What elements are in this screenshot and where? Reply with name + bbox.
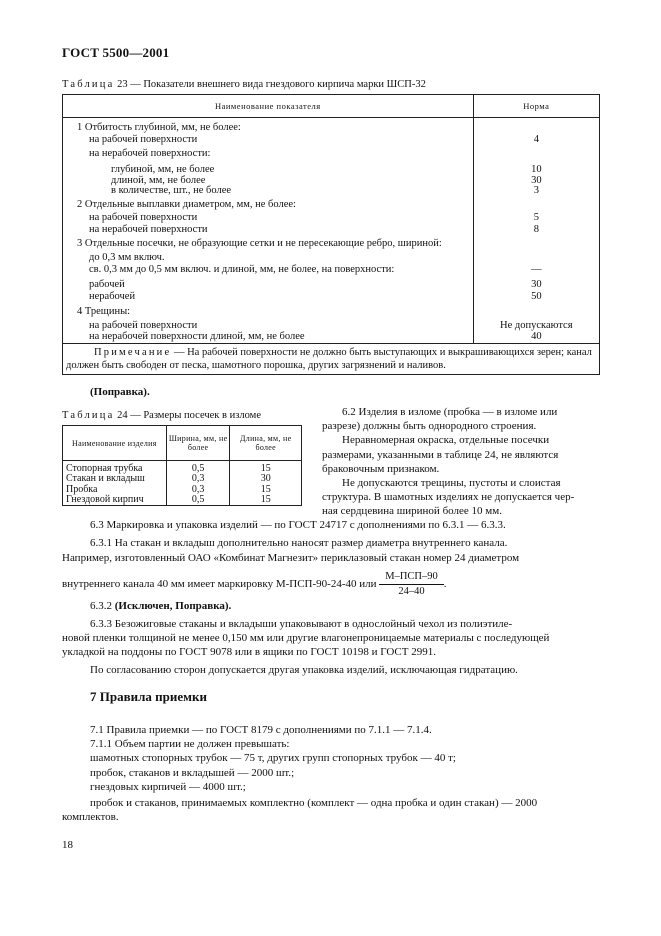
length-value: 15 xyxy=(230,485,302,495)
table-header-row xyxy=(63,95,600,118)
paragraph-line: Например, изготовленный ОАО «Комбинат Магнезит» периклазовый стакан номер 24 диаметром xyxy=(62,552,520,565)
row-label: на рабочей поверхности xyxy=(89,212,198,224)
list-item: пробок и стаканов, принимаемых комплектно (комплект — одна пробка и один стакан) — 2000 xyxy=(90,797,538,810)
norm-value: 8 xyxy=(533,223,539,235)
section-heading: 7 Правила приемки xyxy=(90,689,207,704)
norm-value xyxy=(474,306,599,318)
norm-value: Не допускаются xyxy=(500,319,573,331)
width-value: 0,3 xyxy=(166,485,230,495)
right-column-text xyxy=(322,405,600,519)
norm-value: 50 xyxy=(531,291,542,303)
table-note-row xyxy=(63,343,600,374)
table-body xyxy=(63,118,600,344)
table-header-row xyxy=(63,426,302,461)
list-item: гнездовых кирпичей — 4000 шт.; xyxy=(90,780,246,793)
product-name: Стопорная трубка xyxy=(63,461,167,475)
row-label: на нерабочей поверхности длиной, мм, не более xyxy=(89,330,305,342)
row-label: до 0,3 мм включ. xyxy=(89,251,165,263)
norm-value: 4 xyxy=(533,134,539,146)
paragraph-line: Не допускаются трещины, пустоты и слоистая xyxy=(342,477,561,490)
width-value: 0,3 xyxy=(166,474,230,484)
caption-text: 24 — Размеры посечек в изломе xyxy=(117,410,261,421)
clause-number: 6.3.2 xyxy=(90,600,112,612)
row-label: на рабочей поверхности xyxy=(89,134,198,146)
product-name: Пробка xyxy=(63,485,167,495)
paragraph-line: 6.3 Маркировка и упаковка изделий — по ГОСТ 24717 с дополнениями по 6.3.1 — 6.3.3. xyxy=(90,519,506,531)
paragraph-line: браковочным признаком. xyxy=(322,462,440,475)
table-word: Таблица xyxy=(62,79,115,90)
paragraph-line: Неравномерная окраска, отдельные посечки xyxy=(342,434,550,447)
paragraph-line: 7.1 Правила приемки — по ГОСТ 8179 с дополнениями по 7.1.1 — 7.1.4. xyxy=(90,724,432,736)
fraction-denominator: 24–40 xyxy=(398,585,425,597)
fraction-numerator: М–ПСП–90 xyxy=(379,570,444,585)
row-label: на нерабочей поверхности xyxy=(89,223,208,235)
marking-fraction xyxy=(379,570,444,599)
column-header: Норма xyxy=(473,95,599,118)
column-header: Наименование изделия xyxy=(63,426,167,461)
row-label: св. 0,3 мм до 0,5 мм включ. и длиной, мм, не более, на поверхности: xyxy=(89,264,395,275)
paragraph-line: укладкой на поддоны по ГОСТ 9078 или в ящики по ГОСТ 10198 и ГОСТ 2991. xyxy=(62,646,436,659)
norm-value xyxy=(474,148,599,160)
correction-note: (Поправка). xyxy=(90,386,150,398)
indicator-column xyxy=(63,118,474,344)
row-label: 1 Отбитость глубиной, мм, не более: xyxy=(77,122,241,133)
paragraph-line: 6.3.1 На стакан и вкладыш дополнительно наносят размер диаметра внутреннего канала. xyxy=(90,537,508,550)
product-name: Гнездовой кирпич xyxy=(63,495,167,506)
paragraph-line: структура. В шамотных изделиях не допускается чер- xyxy=(322,491,575,504)
table-note xyxy=(63,343,600,374)
period: . xyxy=(443,577,447,590)
list-item: пробок, стаканов и вкладышей — 2000 шт.; xyxy=(90,766,295,779)
section-6-3 xyxy=(62,518,607,599)
paragraph-line: 6.3.3 Безожиговые стаканы и вкладыши упаковывают в однослойный чехол из полиэтиле- xyxy=(90,618,513,630)
document-id: ГОСТ 5500—2001 xyxy=(62,45,170,60)
row-label: длиной, мм, не более xyxy=(111,174,206,186)
column-header: Наименование показателя xyxy=(63,95,474,118)
marking-line xyxy=(62,570,607,599)
norm-column xyxy=(473,118,599,344)
section-7-body xyxy=(62,723,607,824)
paragraph-6-3-2 xyxy=(90,599,231,613)
table-24-caption xyxy=(62,410,261,421)
length-value: 15 xyxy=(230,461,302,475)
list-item-continuation: комплектов. xyxy=(62,811,119,824)
row-label: на нерабочей поверхности: xyxy=(89,148,211,160)
excluded-note: (Исключен, Поправка). xyxy=(114,600,232,612)
length-value: 30 xyxy=(230,474,302,484)
norm-value: 40 xyxy=(531,330,542,342)
paragraph-line: По согласованию сторон допускается другая упаковка изделий, исключающая гидратацию. xyxy=(90,663,518,676)
table-23-caption xyxy=(62,79,426,90)
table-24 xyxy=(62,425,302,506)
norm-value: 30 xyxy=(531,174,542,186)
paragraph-line: разрезе) должны быть однородного строения. xyxy=(322,420,537,433)
row-label: глубиной, мм, не более xyxy=(111,163,215,175)
column-header: Ширина, мм, не более xyxy=(166,426,230,461)
paragraph-text: внутреннего канала 40 мм имеет маркировку М-ПСП-90-24-40 или xyxy=(62,577,377,590)
row-label: в количестве, шт., не более xyxy=(111,185,232,197)
caption-text: 23 — Показатели внешнего вида гнездового кирпича марки ШСП-32 xyxy=(117,79,426,90)
row-label: 3 Отдельные посечки, не образующие сетки и не пересекающие ребро, шириной: xyxy=(77,237,442,249)
norm-value xyxy=(474,238,599,250)
row-label: на рабочей поверхности xyxy=(89,319,198,331)
norm-value: 5 xyxy=(533,212,539,224)
row-label: нерабочей xyxy=(89,291,136,303)
row-label: рабочей xyxy=(89,279,125,291)
width-value: 0,5 xyxy=(166,461,230,475)
table-row xyxy=(63,461,302,475)
column-header: Длина, мм, не более xyxy=(230,426,302,461)
product-name: Стакан и вкладыш xyxy=(63,474,167,484)
norm-value xyxy=(474,199,599,211)
norm-value: 10 xyxy=(531,163,542,175)
table-23 xyxy=(62,94,600,375)
paragraph-line: ная сердцевина шириной более 10 мм. xyxy=(322,505,502,518)
table-row xyxy=(63,495,302,506)
paragraph-line: размерами, указанными в таблице 24, не являются xyxy=(322,448,559,461)
paragraph-line: 7.1.1 Объем партии не должен превышать: xyxy=(90,738,290,751)
length-value: 15 xyxy=(230,495,302,506)
paragraph-6-3-3 xyxy=(62,617,607,677)
width-value: 0,5 xyxy=(166,495,230,506)
note-text: — На рабочей поверхности не должно быть выступающих и выкрашивающихся зерен; канал должен быть свободен от песка, шамотного порошка, других загрязнений и наливов. xyxy=(66,346,592,371)
paragraph-line: 6.2 Изделия в изломе (пробка — в изломе или xyxy=(342,406,558,418)
note-label: Примечание xyxy=(94,346,172,358)
table-word: Таблица xyxy=(62,410,115,421)
paragraph-line: новой пленки толщиной не менее 0,150 мм или другие влагонепроницаемые материалы с последующей xyxy=(62,632,550,645)
norm-value: 30 xyxy=(531,279,542,291)
row-label: 4 Трещины: xyxy=(77,305,131,317)
norm-value xyxy=(474,252,599,264)
row-label: 2 Отдельные выплавки диаметром, мм, не более: xyxy=(77,199,296,211)
norm-value xyxy=(474,122,599,134)
norm-value: — xyxy=(531,264,542,275)
page-number: 18 xyxy=(62,839,73,851)
list-item: шамотных стопорных трубок — 75 т, других групп стопорных трубок — 40 т; xyxy=(90,752,456,765)
norm-value: 3 xyxy=(533,185,539,197)
